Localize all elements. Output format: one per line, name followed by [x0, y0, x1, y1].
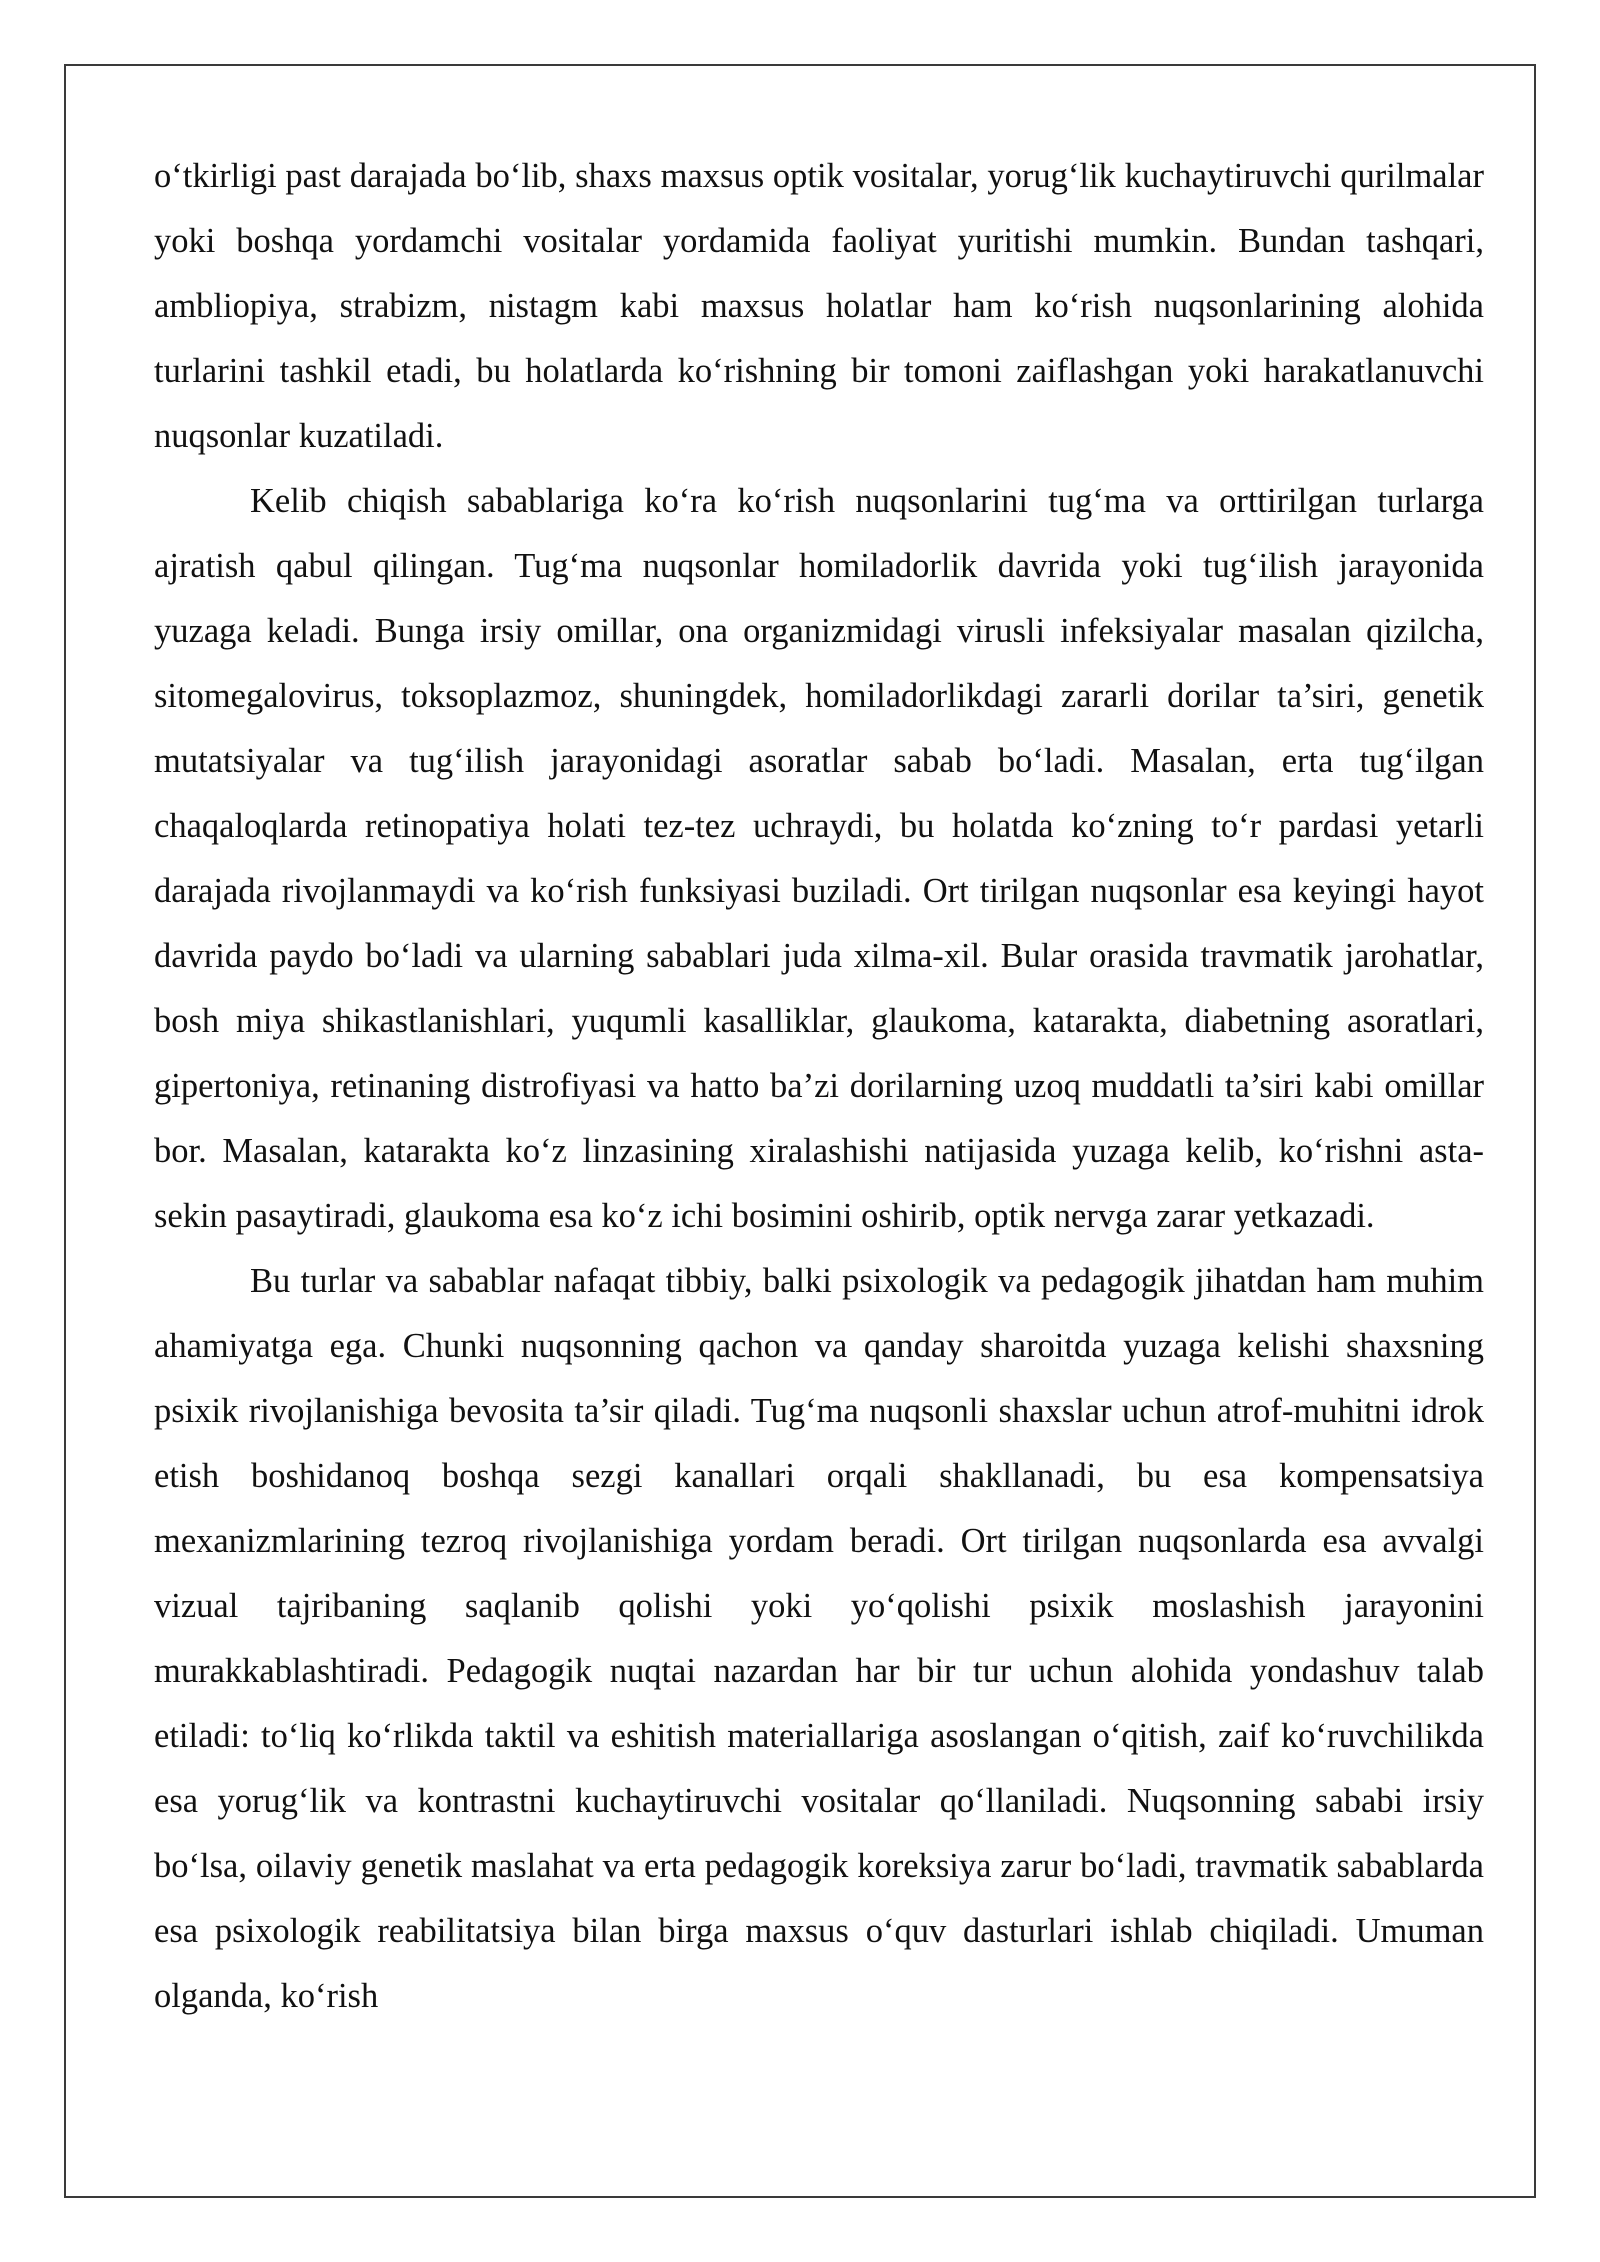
paragraph-continuation: o‘tkirligi past darajada bo‘lib, shaxs maxsus optik vositalar, yorug‘lik kuchaytiruvchi qurilmalar yoki boshqa yordamchi vositalar yordamida faoliyat yuritishi mumkin. Bundan tashqari, ambliopiya, strabizm, nistagm kabi maxsus holatlar ham ko‘rish nuqsonlarining alohida turlarini tashkil etadi, bu holatlarda ko‘rishning bir tomoni zaiflashgan yoki harakatlanuvchi nuqsonlar kuzatiladi. — [154, 157, 1484, 455]
document-body — [154, 144, 1484, 2029]
paragraph-significance: Bu turlar va sabablar nafaqat tibbiy, balki psixologik va pedagogik jihatdan ham muhim ahamiyatga ega. Chunki nuqsonning qachon va qanday sharoitda yuzaga kelishi shaxsning psixik rivojlanishiga bevosita ta’sir qiladi. Tug‘ma nuqsonli shaxslar uchun atrof-muhitni idrok etish boshidanoq boshqa sezgi kanallari orqali shakllanadi, bu esa kompensatsiya mexanizmlarining tezroq rivojlanishiga yordam beradi. Ort tirilgan nuqsonlarda esa avvalgi vizual tajribaning saqlanib qolishi yoki yo‘qolishi psixik moslashish jarayonini murakkablashtiradi. Pedagogik nuqtai nazardan har bir tur uchun alohida yondashuv talab etiladi: to‘liq ko‘rlikda taktil va eshitish materiallariga asoslangan o‘qitish, zaif ko‘ruvchilikda esa yorug‘lik va kontrastni kuchaytiruvchi vositalar qo‘llaniladi. Nuqsonning sababi irsiy bo‘lsa, oilaviy genetik maslahat va erta pedagogik koreksiya zarur bo‘ladi, travmatik sabablarda esa psixologik reabilitatsiya bilan birga maxsus o‘quv dasturlari ishlab chiqiladi. Umuman olganda, ko‘rish — [154, 1262, 1484, 2015]
paragraph-causes: Kelib chiqish sabablariga ko‘ra ko‘rish nuqsonlarini tug‘ma va orttirilgan turlarga ajratish qabul qilingan. Tug‘ma nuqsonlar homiladorlik davrida yoki tug‘ilish jarayonida yuzaga keladi. Bunga irsiy omillar, ona organizmidagi virusli infeksiyalar masalan qizilcha, sitomegalovirus, toksoplazmoz, shuningdek, homiladorlikdagi zararli dorilar ta’siri, genetik mutatsiyalar va tug‘ilish jarayonidagi asoratlar sabab bo‘ladi. Masalan, erta tug‘ilgan chaqaloqlarda retinopatiya holati tez-tez uchraydi, bu holatda ko‘zning to‘r pardasi yetarli darajada rivojlanmaydi va ko‘rish funksiyasi buziladi. Ort tirilgan nuqsonlar esa keyingi hayot davrida paydo bo‘ladi va ularning sabablari juda xilma-xil. Bular orasida travmatik jarohatlar, bosh miya shikastlanishlari, yuqumli kasalliklar, glaukoma, katarakta, diabetning asoratlari, gipertoniya, retinaning distrofiyasi va hatto ba’zi dorilarning uzoq muddatli ta’siri kabi omillar bor. Masalan, katarakta ko‘z linzasining xiralashishi natijasida yuzaga kelib, ko‘rishni asta-sekin pasaytiradi, glaukoma esa ko‘z ichi bosimini oshirib, optik nervga zarar yetkazadi. — [154, 482, 1484, 1235]
